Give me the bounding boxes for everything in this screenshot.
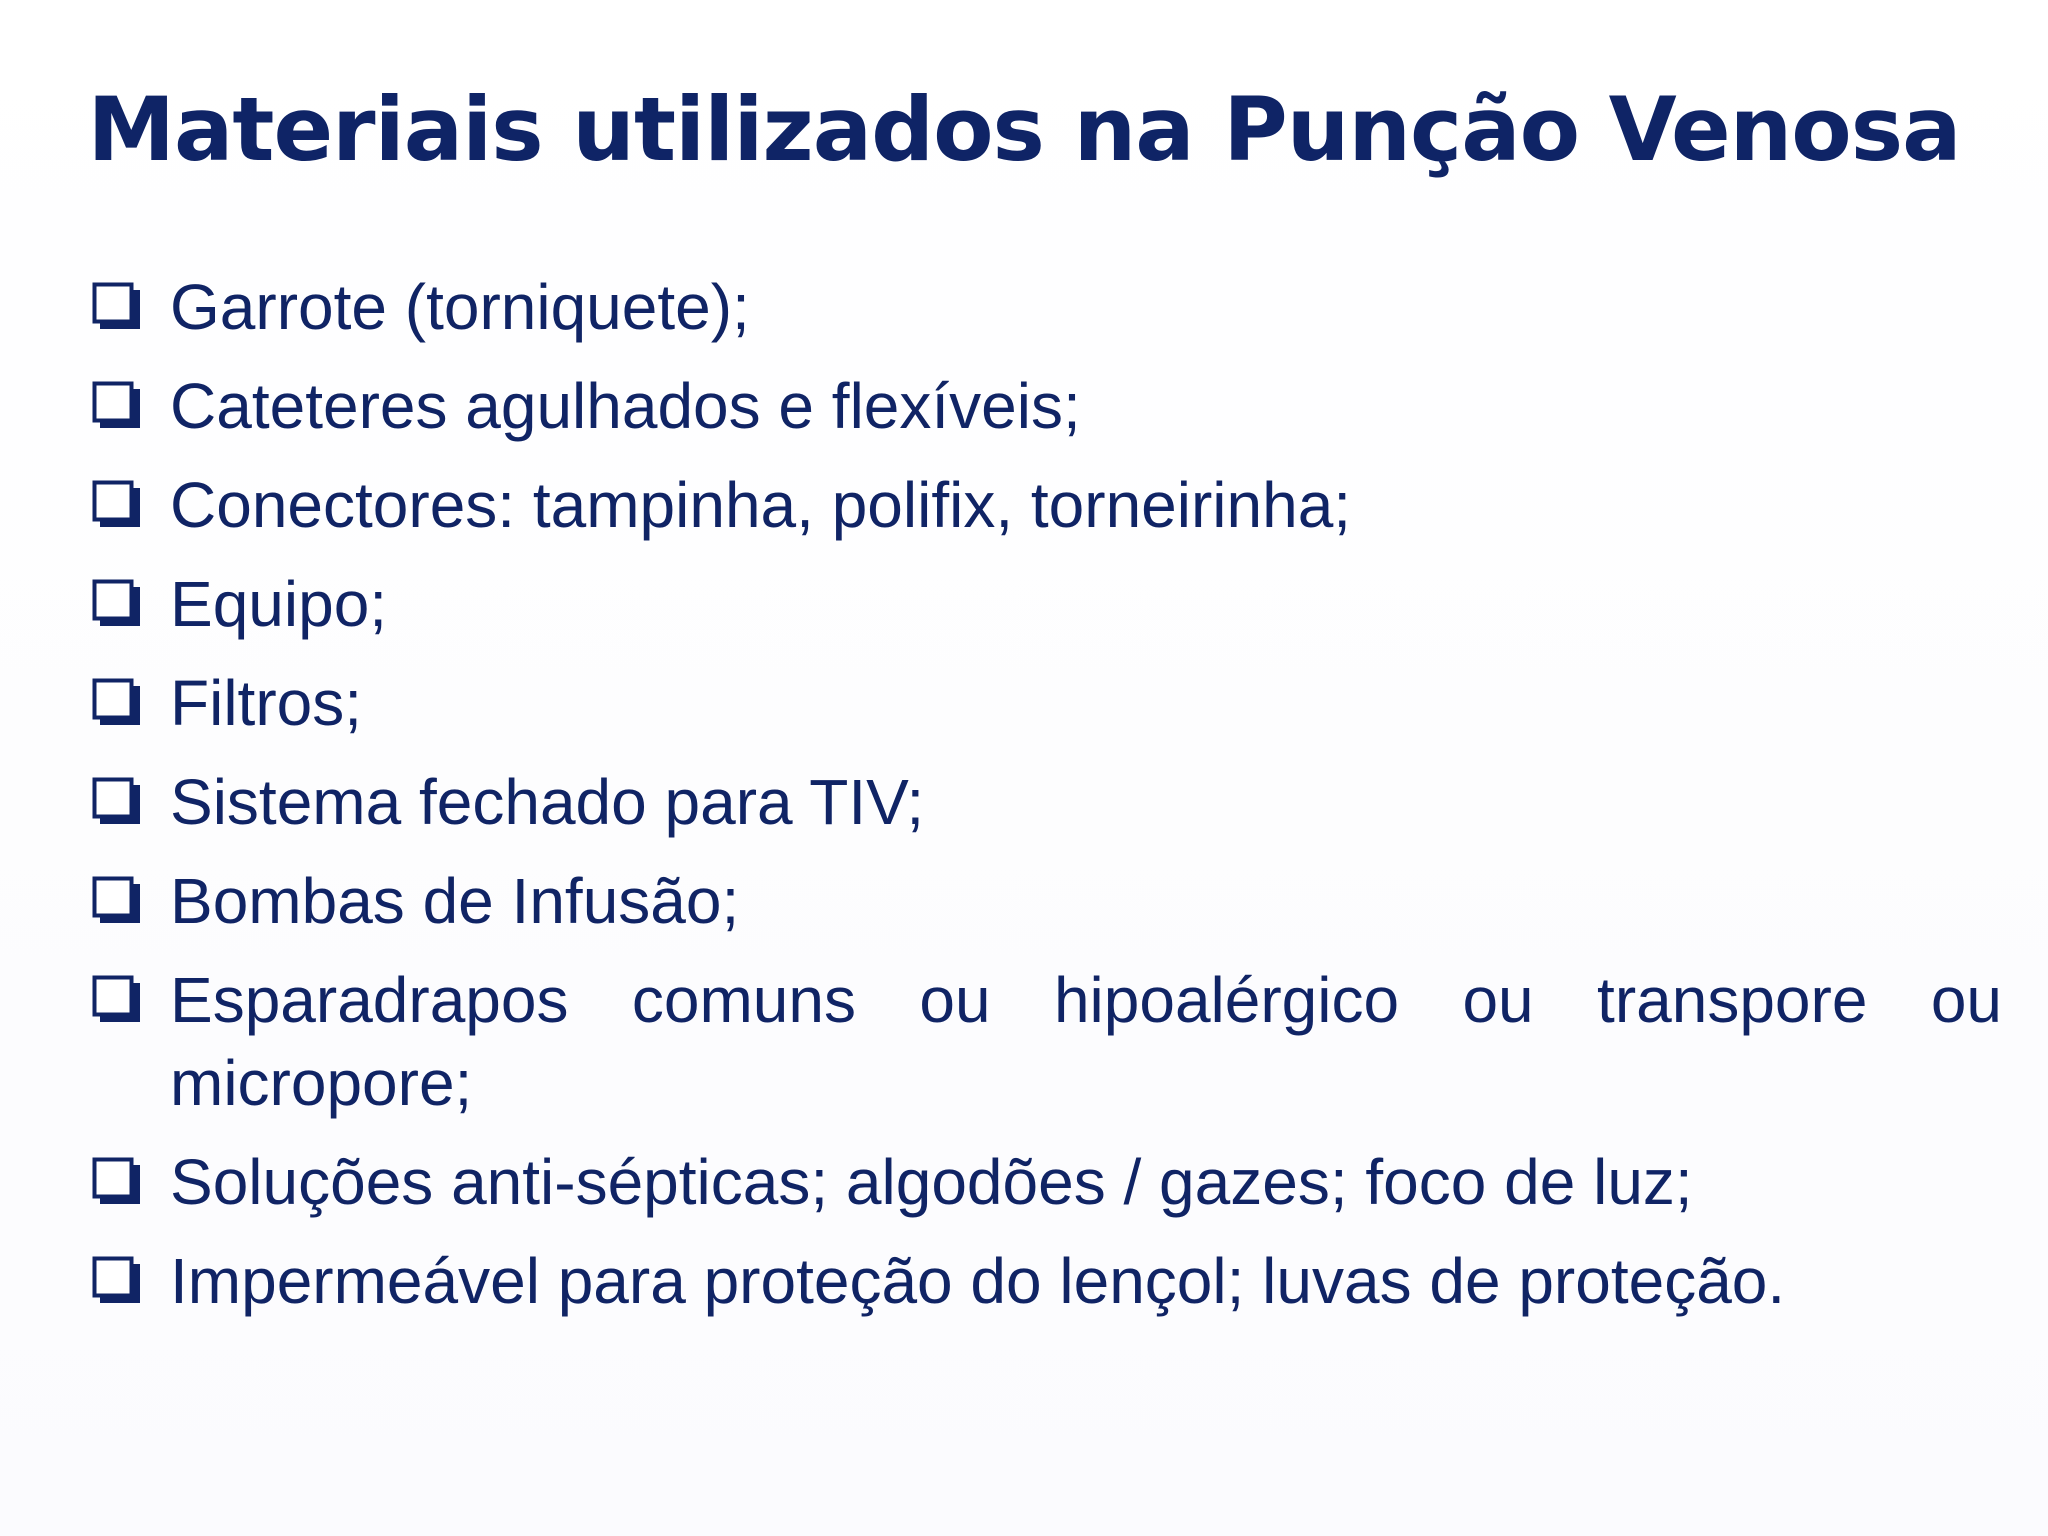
list-item xyxy=(92,959,2002,1125)
checkbox-square-icon xyxy=(92,975,142,1025)
checkbox-square-icon xyxy=(92,480,142,530)
checkbox-square-icon xyxy=(92,876,142,926)
list-item xyxy=(92,860,2002,943)
list-item-text: Equipo; xyxy=(170,568,388,640)
checkbox-square-icon xyxy=(92,282,142,332)
list-item-text: Garrote (torniquete); xyxy=(170,271,750,343)
list-item-text: Filtros; xyxy=(170,667,362,739)
list-item xyxy=(92,761,2002,844)
checkbox-square-icon xyxy=(92,1157,142,1207)
list-item xyxy=(92,266,2002,349)
list-item xyxy=(92,365,2002,448)
list-item-text: Esparadrapos comuns ou hipoalérgico ou transpore ou micropore; xyxy=(170,964,2002,1119)
list-item-text: Cateteres agulhados e flexíveis; xyxy=(170,370,1081,442)
list-item xyxy=(92,464,2002,547)
list-item xyxy=(92,662,2002,745)
slide-title: Materiais utilizados na Punção Venosa xyxy=(87,78,1961,181)
checkbox-square-icon xyxy=(92,579,142,629)
list-item xyxy=(92,563,2002,646)
list-item-text: Bombas de Infusão; xyxy=(170,865,740,937)
materials-list xyxy=(92,266,2002,1339)
checkbox-square-icon xyxy=(92,381,142,431)
list-item-text: Soluções anti-sépticas; algodões / gazes; foco de luz; xyxy=(170,1146,1693,1218)
list-item-text: Impermeável para proteção do lençol; luvas de proteção. xyxy=(170,1245,1786,1317)
list-item xyxy=(92,1240,2002,1323)
checkbox-square-icon xyxy=(92,777,142,827)
checkbox-square-icon xyxy=(92,678,142,728)
list-item-text: Conectores: tampinha, polifix, torneirinha; xyxy=(170,469,1352,541)
list-item-text: Sistema fechado para TIV; xyxy=(170,766,925,838)
checkbox-square-icon xyxy=(92,1256,142,1306)
list-item xyxy=(92,1141,2002,1224)
